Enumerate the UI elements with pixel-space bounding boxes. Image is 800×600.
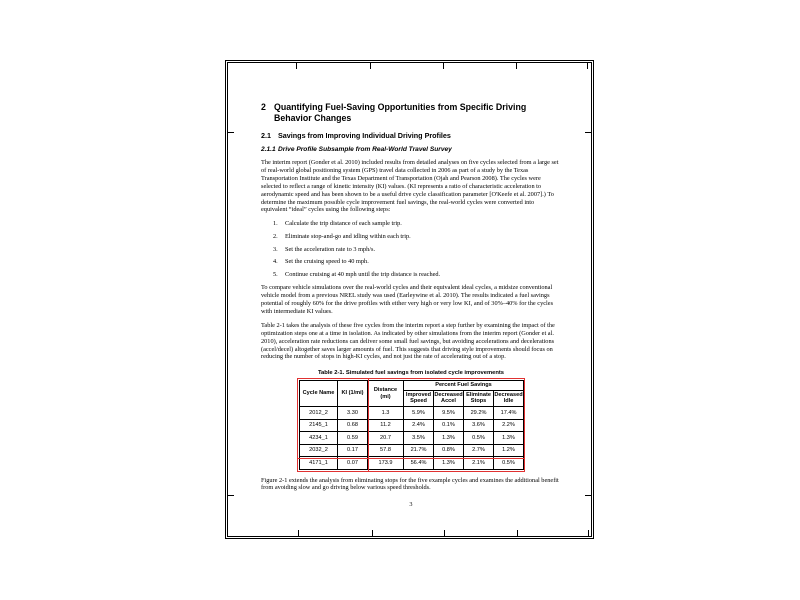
chapter-title: Quantifying Fuel-Saving Opportunities from Specific Driving Behavior Changes: [274, 102, 527, 123]
cell-cycle: 4171_1: [300, 457, 338, 470]
cell-distance: 57.8: [368, 444, 404, 457]
table-row: [300, 419, 524, 432]
table-row: [300, 457, 524, 470]
cell-ki: 0.59: [338, 432, 368, 445]
list-item-text: Calculate the trip distance of each sample trip.: [285, 220, 402, 228]
cell-eliminate-stops: 0.5%: [464, 432, 494, 445]
cell-improved-speed: 2.4%: [404, 419, 434, 432]
table-caption: Table 2-1. Simulated fuel savings from isolated cycle improvements: [317, 370, 505, 377]
cell-decreased-accel: 1.3%: [434, 432, 464, 445]
col-header-cycle-name: Cycle Name: [300, 381, 338, 407]
list-item: [261, 258, 561, 266]
cell-improved-speed: 5.9%: [404, 407, 434, 420]
cell-cycle: 4234_1: [300, 432, 338, 445]
cell-decreased-accel: 9.5%: [434, 407, 464, 420]
cell-eliminate-stops: 3.6%: [464, 419, 494, 432]
chapter-heading: [261, 102, 561, 123]
list-item: [261, 271, 561, 279]
list-item-text: Set the cruising speed to 40 mph.: [285, 258, 369, 266]
fuel-savings-table-wrapper: [299, 380, 523, 469]
cell-improved-speed: 21.7%: [404, 444, 434, 457]
subsection-heading: [261, 146, 561, 154]
list-item-number: 2.: [273, 233, 278, 241]
list-item-number: 3.: [273, 245, 278, 253]
col-header-ki: KI (1/mi): [338, 381, 368, 407]
paragraph-intro: The interim report (Gonder et al. 2010) included results from detailed analyses on five cycles selected from a large set of real-world global positioning system (GPS) travel data collected in 2006 as part of a study by the Texas Transportation Institute and the Texas Department of Transportation (Ojah and Pearson 2008). The cycles were selected to reflect a range of kinetic intensity (KI) values. (KI represents a ratio of characteristic acceleration to aerodynamic speed and has been shown to be a useful drive cycle classification parameter [O'Keefe et al. 2007].) To determine the maximum possible cycle improvement fuel savings, the real-world cycles were converted into equivalent “ideal” cycles using the following steps:: [261, 159, 559, 214]
list-item-number: 5.: [273, 271, 278, 279]
cell-cycle: 2012_2: [300, 407, 338, 420]
cell-distance: 20.7: [368, 432, 404, 445]
cell-decreased-accel: 1.3%: [434, 457, 464, 470]
col-group-header-percent-fuel-savings: Percent Fuel Savings: [404, 381, 524, 391]
cell-cycle: 2145_1: [300, 419, 338, 432]
paragraph-figure-note: Figure 2-1 extends the analysis from eliminating stops for the five example cycles and examines the additional benefit from avoiding slow and go driving below various speed thresholds.: [261, 476, 559, 492]
cell-ki: 0.68: [338, 419, 368, 432]
cell-improved-speed: 3.5%: [404, 432, 434, 445]
list-item-number: 1.: [273, 220, 278, 228]
cell-eliminate-stops: 29.2%: [464, 407, 494, 420]
col-header-decreased-idle: Decreased Idle: [494, 390, 524, 406]
col-header-distance: Distance (mi): [368, 381, 404, 407]
cell-decreased-idle: 2.2%: [494, 419, 524, 432]
list-item-text: Set the acceleration rate to 3 mph/s.: [285, 245, 376, 253]
paragraph-simulation-results: To compare vehicle simulations over the real-world cycles and their equivalent ideal cycles, a midsize conventional vehicle model from a previous NREL study was used (Earleywine et al. 2010). The results indicated a fuel savings potential of roughly 60% for the drive profiles with either very high or very low KI, and of 30%–40% for the cycles with intermediate KI values.: [261, 284, 554, 315]
cell-decreased-idle: 0.5%: [494, 457, 524, 470]
page-number: 3: [409, 501, 413, 509]
col-header-improved-speed: Improved Speed: [404, 390, 434, 406]
cell-ki: 3.30: [338, 407, 368, 420]
cell-eliminate-stops: 2.1%: [464, 457, 494, 470]
table-row: [300, 444, 524, 457]
table-header-row-group: [300, 381, 524, 391]
list-item: [261, 220, 561, 228]
cell-decreased-accel: 0.1%: [434, 419, 464, 432]
subsection-number: 2.1.1: [261, 145, 276, 153]
page-content: [228, 63, 591, 536]
subsection-title: Drive Profile Subsample from Real-World Travel Survey: [278, 145, 452, 153]
list-item-number: 4.: [273, 258, 278, 266]
chapter-number: 2: [261, 102, 266, 112]
table-row: [300, 407, 524, 420]
list-item: [261, 246, 561, 254]
ideal-cycle-steps-list: [261, 220, 561, 278]
cell-eliminate-stops: 2.7%: [464, 444, 494, 457]
section-number: 2.1: [261, 131, 271, 141]
cell-cycle: 2032_2: [300, 444, 338, 457]
cell-improved-speed: 56.4%: [404, 457, 434, 470]
cell-ki: 0.07: [338, 457, 368, 470]
cell-distance: 173.9: [368, 457, 404, 470]
list-item: [261, 233, 561, 241]
document-page: [225, 60, 594, 539]
cell-ki: 0.17: [338, 444, 368, 457]
section-title: Savings from Improving Individual Driving Profiles: [278, 131, 451, 141]
col-header-eliminate-stops: Eliminate Stops: [464, 390, 494, 406]
cell-decreased-idle: 17.4%: [494, 407, 524, 420]
cell-distance: 11.2: [368, 419, 404, 432]
cell-distance: 1.3: [368, 407, 404, 420]
paragraph-table-discussion: Table 2-1 takes the analysis of these five cycles from the interim report a step further by examining the impact of the optimization steps one at a time in isolation. As indicated by other simulations from the interim report (Gonder et al. 2010), acceleration rate reductions can deliver some small fuel savings, but avoiding accelerations and decelerations (accel/decel) altogether saves larger amounts of fuel. This suggests that driving style improvements should focus on reducing the number of stops in high-KI cycles, and not just the rate of accelerating out of a stop.: [261, 322, 555, 361]
fuel-savings-table: [299, 380, 524, 469]
cell-decreased-accel: 0.8%: [434, 444, 464, 457]
list-item-text: Eliminate stop-and-go and idling within each trip.: [285, 233, 411, 241]
col-header-decreased-accel: Decreased Accel: [434, 390, 464, 406]
cell-decreased-idle: 1.3%: [494, 432, 524, 445]
list-item-text: Continue cruising at 40 mph until the trip distance is reached.: [285, 271, 441, 279]
section-heading: [261, 132, 561, 141]
table-row: [300, 432, 524, 445]
cell-decreased-idle: 1.2%: [494, 444, 524, 457]
